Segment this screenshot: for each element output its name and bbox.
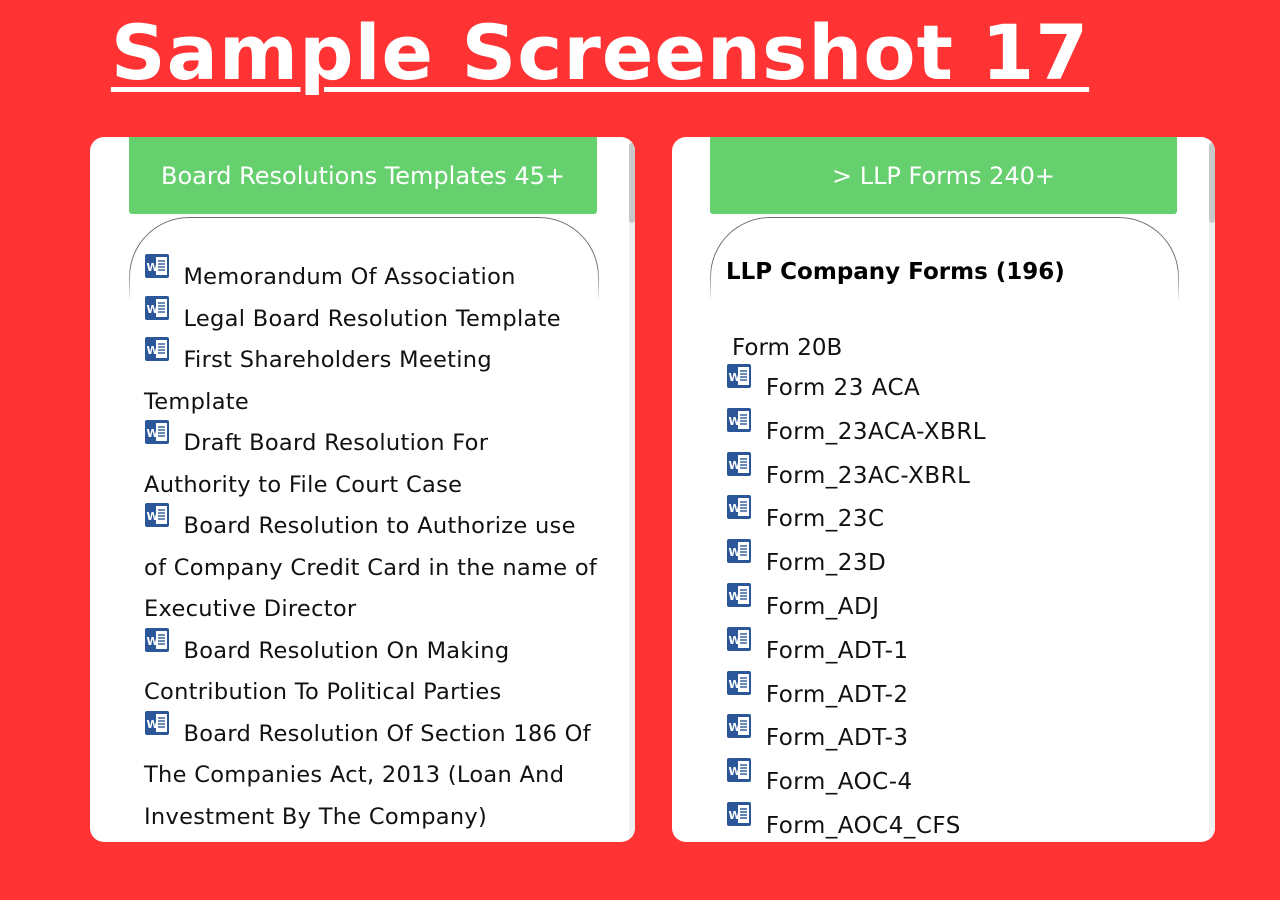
list-item-label: Form_ADT-1 (765, 637, 909, 664)
scrollbar-thumb[interactable] (1209, 143, 1215, 223)
list-item[interactable] (144, 423, 599, 506)
list-item-label: Form_ADJ (765, 593, 880, 620)
word-document-icon (144, 253, 170, 279)
svg-text:W: W (146, 717, 159, 731)
svg-text:W: W (146, 634, 159, 648)
scrollbar-thumb[interactable] (629, 143, 635, 223)
list-item[interactable]: Form 20B (732, 335, 843, 361)
word-document-icon (144, 419, 170, 445)
word-document-icon (726, 626, 752, 652)
list-item-label: First Shareholders Meeting Template (144, 347, 492, 415)
word-document-icon (726, 363, 752, 389)
word-document-icon (726, 451, 752, 477)
word-document-icon (144, 710, 170, 736)
llp-forms-heading: LLP Company Forms (196) (726, 259, 1065, 285)
svg-text:W: W (728, 677, 742, 691)
svg-text:W: W (728, 458, 742, 472)
list-item-label: Form_ADT-2 (765, 681, 909, 708)
word-document-icon (726, 670, 752, 696)
list-item[interactable] (726, 542, 1186, 586)
list-item-label: Form_23AC-XBRL (765, 462, 971, 489)
list-item[interactable] (726, 367, 1186, 411)
list-item-label: Form_ADT-3 (765, 725, 909, 752)
word-document-icon (726, 494, 752, 520)
list-item[interactable] (726, 805, 1186, 842)
list-item-label: Form_23ACA-XBRL (765, 418, 987, 445)
list-item[interactable] (144, 340, 599, 423)
svg-text:W: W (728, 589, 742, 603)
svg-text:W: W (728, 546, 742, 560)
list-item[interactable] (726, 674, 1186, 718)
svg-text:W: W (728, 414, 742, 428)
board-resolutions-card (90, 137, 635, 842)
list-item[interactable] (726, 411, 1186, 455)
list-item[interactable] (144, 631, 599, 714)
svg-text:W: W (728, 502, 742, 516)
list-item[interactable] (726, 761, 1186, 805)
llp-forms-content (726, 259, 1186, 842)
svg-text:W: W (728, 721, 742, 735)
page-title: Sample Screenshot 17 (110, 8, 1090, 97)
llp-forms-card (672, 137, 1215, 842)
list-item-label: Form_23C (765, 506, 885, 533)
list-item-label: Board Resolution On Making Contribution To Political Parties (144, 637, 510, 705)
list-item[interactable] (144, 506, 599, 631)
list-item-label: Form_AOC4_CFS (765, 812, 961, 839)
list-item[interactable] (726, 455, 1186, 499)
svg-text:W: W (146, 302, 159, 316)
svg-text:W: W (146, 510, 159, 523)
word-document-icon (144, 336, 170, 362)
board-resolutions-list (144, 257, 599, 838)
list-item[interactable] (726, 498, 1186, 542)
svg-text:W: W (146, 261, 159, 274)
word-document-icon (144, 502, 170, 528)
word-document-icon (144, 627, 170, 653)
word-document-icon (726, 713, 752, 739)
word-document-icon (726, 801, 752, 827)
list-item-label: Board Resolution Of Section 186 Of The Companies Act, 2013 (Loan And Investment By The Company) (144, 720, 591, 830)
scrollbar[interactable] (629, 137, 635, 842)
word-document-icon (726, 538, 752, 564)
list-item-label: Memorandum Of Association (183, 264, 516, 290)
llp-forms-list (726, 367, 1186, 842)
svg-text:W: W (728, 633, 742, 647)
word-document-icon (726, 757, 752, 783)
list-item[interactable] (144, 714, 599, 839)
list-item[interactable] (726, 630, 1186, 674)
svg-text:W: W (146, 427, 159, 440)
list-item-label: Form_23D (765, 550, 887, 577)
svg-text:W: W (728, 371, 742, 384)
list-item[interactable] (144, 299, 599, 341)
list-item-label: Form_AOC-4 (765, 769, 913, 796)
scrollbar[interactable] (1209, 137, 1215, 842)
word-document-icon (726, 407, 752, 433)
list-item[interactable] (144, 257, 599, 299)
list-item[interactable] (726, 586, 1186, 630)
board-resolutions-banner[interactable]: Board Resolutions Templates 45+ (129, 137, 597, 214)
svg-text:W: W (728, 808, 742, 822)
svg-text:W: W (146, 344, 159, 357)
list-item-label: Draft Board Resolution For Authority to File Court Case (144, 430, 489, 498)
list-item-label: Legal Board Resolution Template (183, 305, 561, 332)
word-document-icon (726, 582, 752, 608)
list-item-label: Form 23 ACA (765, 375, 921, 401)
svg-text:W: W (728, 765, 742, 779)
list-item[interactable] (726, 717, 1186, 761)
llp-forms-banner[interactable]: > LLP Forms 240+ (710, 137, 1177, 214)
list-item-label: Board Resolution to Authorize use of Company Credit Card in the name of Executive Director (144, 513, 598, 622)
word-document-icon (144, 295, 170, 321)
